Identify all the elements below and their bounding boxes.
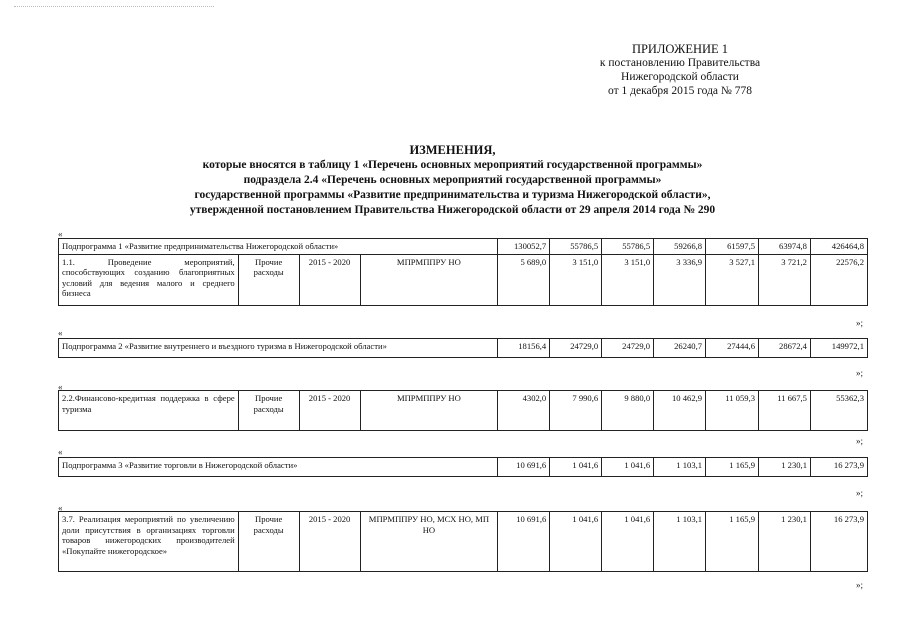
close-quote: »; bbox=[856, 580, 864, 590]
scan-artifact bbox=[14, 6, 214, 8]
subprogram-label: Подпрограмма 3 «Развитие торговли в Нижегородской области» bbox=[59, 458, 498, 477]
value-cell: 4302,0 bbox=[498, 391, 550, 431]
executor: МПРМППРУ НО bbox=[360, 254, 498, 305]
value-cell: 426464,8 bbox=[810, 239, 867, 255]
expense-type: Прочие расходы bbox=[238, 391, 299, 431]
value-cell: 22576,2 bbox=[810, 254, 867, 305]
value-cell: 7 990,6 bbox=[550, 391, 602, 431]
value-cell: 10 691,6 bbox=[498, 512, 550, 572]
measure-label: 3.7. Реализация мероприятий по увеличению доли присутствия в организациях торговли товаров нижегородских производителей «Покупайте нижегородское» bbox=[59, 512, 239, 572]
value-cell: 1 230,1 bbox=[759, 512, 811, 572]
value-cell: 3 527,1 bbox=[706, 254, 759, 305]
changes-table-5 bbox=[58, 511, 868, 572]
expense-type: Прочие расходы bbox=[238, 254, 299, 305]
heading-line: государственной программы «Развитие предпринимательства и туризма Нижегородской области», bbox=[194, 189, 711, 201]
value-cell: 10 462,9 bbox=[654, 391, 706, 431]
value-cell: 55362,3 bbox=[810, 391, 867, 431]
appendix-date: от 1 декабря 2015 года № 778 bbox=[607, 85, 752, 97]
appendix-stamp bbox=[560, 42, 800, 98]
value-cell: 130052,7 bbox=[498, 239, 550, 255]
value-cell: 26240,7 bbox=[654, 339, 706, 358]
value-cell: 149972,1 bbox=[810, 339, 867, 358]
period: 2015 - 2020 bbox=[299, 391, 360, 431]
subprogram-row bbox=[59, 458, 868, 477]
expense-type: Прочие расходы bbox=[238, 512, 299, 572]
measure-row bbox=[59, 254, 868, 305]
open-quote: « bbox=[58, 447, 63, 457]
value-cell: 3 721,2 bbox=[759, 254, 811, 305]
close-quote: »; bbox=[856, 368, 864, 378]
period: 2015 - 2020 bbox=[299, 512, 360, 572]
open-quote: « bbox=[58, 229, 63, 239]
value-cell: 61597,5 bbox=[706, 239, 759, 255]
subprogram-row bbox=[59, 339, 868, 358]
value-cell: 55786,5 bbox=[602, 239, 654, 255]
appendix-line: к постановлению Правительства bbox=[599, 57, 761, 69]
subprogram-label: Подпрограмма 2 «Развитие внутреннего и въездного туризма в Нижегородской области» bbox=[59, 339, 498, 358]
value-cell: 1 165,9 bbox=[706, 512, 759, 572]
value-cell: 3 151,0 bbox=[550, 254, 602, 305]
value-cell: 11 059,3 bbox=[706, 391, 759, 431]
value-cell: 1 230,1 bbox=[759, 458, 811, 477]
value-cell: 3 336,9 bbox=[654, 254, 706, 305]
subprogram-row bbox=[59, 239, 868, 255]
heading-line: которые вносятся в таблицу 1 «Перечень основных мероприятий государственной программы» bbox=[202, 159, 703, 171]
close-quote: »; bbox=[856, 436, 864, 446]
subprogram-label: Подпрограмма 1 «Развитие предпринимательства Нижегородской области» bbox=[59, 239, 498, 255]
measure-row bbox=[59, 391, 868, 431]
value-cell: 1 041,6 bbox=[550, 458, 602, 477]
value-cell: 16 273,9 bbox=[810, 512, 867, 572]
heading-line: утвержденной постановлением Правительства Нижегородской области от 29 апреля 2014 года № 290 bbox=[189, 204, 716, 216]
measure-label: 2.2.Финансово-кредитная поддержка в сфере туризма bbox=[59, 391, 239, 431]
value-cell: 1 041,6 bbox=[602, 512, 654, 572]
executor: МПРМППРУ НО, МСХ НО, МП НО bbox=[360, 512, 498, 572]
value-cell: 27444,6 bbox=[706, 339, 759, 358]
period: 2015 - 2020 bbox=[299, 254, 360, 305]
appendix-title: ПРИЛОЖЕНИЕ 1 bbox=[631, 42, 729, 56]
value-cell: 5 689,0 bbox=[498, 254, 550, 305]
measure-label: 1.1. Проведение мероприятий, способствующих созданию благоприятных условий для ведения малого и среднего бизнеса bbox=[59, 254, 239, 305]
open-quote: « bbox=[58, 328, 63, 338]
measure-row bbox=[59, 512, 868, 572]
value-cell: 28672,4 bbox=[759, 339, 811, 358]
appendix-line: Нижегородской области bbox=[621, 71, 739, 83]
changes-table-1 bbox=[58, 238, 868, 306]
heading-line: подраздела 2.4 «Перечень основных мероприятий государственной программы» bbox=[243, 174, 662, 186]
value-cell: 3 151,0 bbox=[602, 254, 654, 305]
document-heading bbox=[80, 143, 825, 218]
close-quote: »; bbox=[856, 318, 864, 328]
value-cell: 16 273,9 bbox=[810, 458, 867, 477]
value-cell: 63974,8 bbox=[759, 239, 811, 255]
open-quote: « bbox=[58, 382, 63, 392]
value-cell: 1 165,9 bbox=[706, 458, 759, 477]
open-quote: « bbox=[58, 503, 63, 513]
value-cell: 55786,5 bbox=[550, 239, 602, 255]
changes-table-2 bbox=[58, 338, 868, 358]
executor: МПРМППРУ НО bbox=[360, 391, 498, 431]
value-cell: 24729,0 bbox=[602, 339, 654, 358]
changes-table-3 bbox=[58, 390, 868, 431]
changes-table-4 bbox=[58, 457, 868, 477]
heading-title: ИЗМЕНЕНИЯ, bbox=[409, 143, 496, 157]
close-quote: »; bbox=[856, 488, 864, 498]
value-cell: 11 667,5 bbox=[759, 391, 811, 431]
value-cell: 59266,8 bbox=[654, 239, 706, 255]
value-cell: 18156,4 bbox=[498, 339, 550, 358]
value-cell: 9 880,0 bbox=[602, 391, 654, 431]
value-cell: 1 041,6 bbox=[602, 458, 654, 477]
value-cell: 10 691,6 bbox=[498, 458, 550, 477]
value-cell: 24729,0 bbox=[550, 339, 602, 358]
value-cell: 1 103,1 bbox=[654, 458, 706, 477]
value-cell: 1 103,1 bbox=[654, 512, 706, 572]
value-cell: 1 041,6 bbox=[550, 512, 602, 572]
